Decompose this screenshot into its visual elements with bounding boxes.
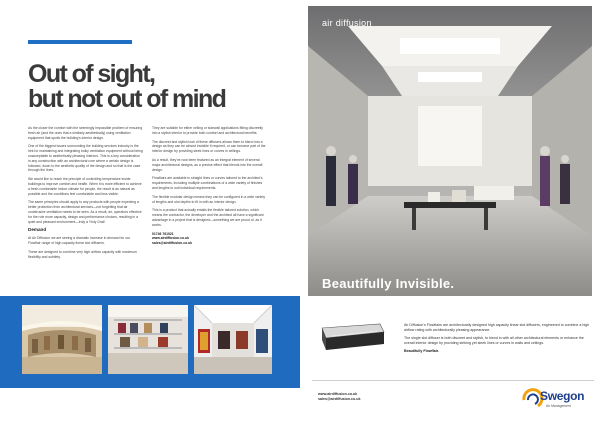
hero-tagline: Beautifully Invisible. <box>322 276 455 291</box>
brand-subtitle: Air Management <box>546 404 571 408</box>
paragraph: This is a product that actually entails the flexible tailored solution, which means the contractor, the developer and the architect all have a significant advantage in a project that is designed—something we are proud of, as it works. <box>152 208 264 227</box>
divider <box>312 380 594 381</box>
photo-retail-display <box>108 305 188 374</box>
section-heading: Demand <box>28 227 47 233</box>
text-column-1 <box>28 126 143 263</box>
footer-email-link[interactable]: sales@airdiffusion.co.uk <box>318 397 361 401</box>
paragraph: The discreet and stylish look of these diffusers allows them to blend into a design as they can be almost invisible if required, or can become part of the interior design by providing sleek lines or curves in ceilings. <box>152 139 266 154</box>
product-description <box>404 323 594 357</box>
headline-line-1: Out of sight, <box>28 60 155 88</box>
paragraph: As a result, they've now been featured as an integral element of several major architectural designs, as a precise effect that blends into the overall design. <box>152 157 263 172</box>
contact-web-link[interactable]: www.airdiffusion.co.uk <box>152 236 189 241</box>
paragraph: The same principles should apply to any products with people expecting a better protection from architectural services—not forgetting that air unobtrusive ventilation needs to be seen. As a result, air, operators effective for the role more capacity, design and performance choices, resulting in a quiet and pleasant environment—truly a 'Holy Grail'. <box>28 200 142 224</box>
contact-email-link[interactable]: sales@airdiffusion.co.uk <box>152 241 193 246</box>
headline <box>28 62 278 112</box>
contact-phone: 01746 761921 <box>152 231 174 236</box>
footer-contacts <box>318 392 360 402</box>
footer-web-link[interactable]: www.airdiffusion.co.uk <box>318 392 358 396</box>
description-tagline: Beautifully Flowflair. <box>404 348 439 353</box>
accent-bar <box>28 40 132 44</box>
paragraph: At Air Diffusion we are seeing a dramatic increase in demand for our Flowflair range of high capacity linear slot diffusers. <box>28 236 131 245</box>
brand-name: Swegon <box>540 389 585 403</box>
description-paragraph: Air Diffusion's Flowflairs are architecturally designed high capacity linear slot diffusers, engineered to combine a high airflow rating with architecturally pleasing appearance. <box>404 323 590 332</box>
paragraph: One of the biggest issues surrounding the building services industry is the hint for maintaining and integrating bulky ventilation equipment without being unacceptable to aesthetically pleasing interiors. This is a key consideration in any construction with an architectural core where a certain design is followed, down to the aesthetic quality of the design and so that is the case through the lines. <box>28 144 143 173</box>
photo-gallery-skylight <box>194 305 272 374</box>
right-page <box>300 0 600 424</box>
paragraph: As the closer the comfort with the seemingly impossible problem of ensuring fresh air (and the ones that a similarly aesthetically) using ventilation equipment that spoils the building's interior design. <box>28 126 143 140</box>
paragraph: Flowflairs are available in straight lines or curves tailored to the architect's requirements, including multiple combinations of a wide variety of finishes and lengths to suit individual requirements. <box>152 176 263 190</box>
paragraph: We would like to reach the principle of controlling temperature inside buildings to improve comfort and health. When it is more efficient to achieve a fresh comfortable indoor climate for people, the result is as natural as possible and the conditions feel comfortable and less visible. <box>28 177 142 196</box>
paragraph: The flexible modular design means they can be configured in a wide variety of lengths and slot depths to fit in with an interior design. <box>152 194 266 204</box>
headline-line-2: but not out of mind <box>28 85 226 113</box>
photo-curved-interior <box>22 305 102 374</box>
paragraph: These are designed to combine very high airflow capacity with maximum flexibility and subtlety. <box>28 249 137 259</box>
slot-diffuser-image <box>318 322 388 352</box>
air-diffusion-logo: air diffusion <box>322 18 372 28</box>
hero-photo <box>308 6 592 296</box>
text-column-2 <box>152 126 267 246</box>
paragraph: They are suitable for either ceiling or sidewall applications fitting discreetly into a stylish interior to provide both comfort and architectural benefits. <box>152 126 264 135</box>
description-paragraph: The single slot diffuser is both discreet and stylish, to blend in with all other architectural elements or enhance the overall interior design by providing striking yet sleek lines or curves in walls and ceilings. <box>404 335 584 345</box>
